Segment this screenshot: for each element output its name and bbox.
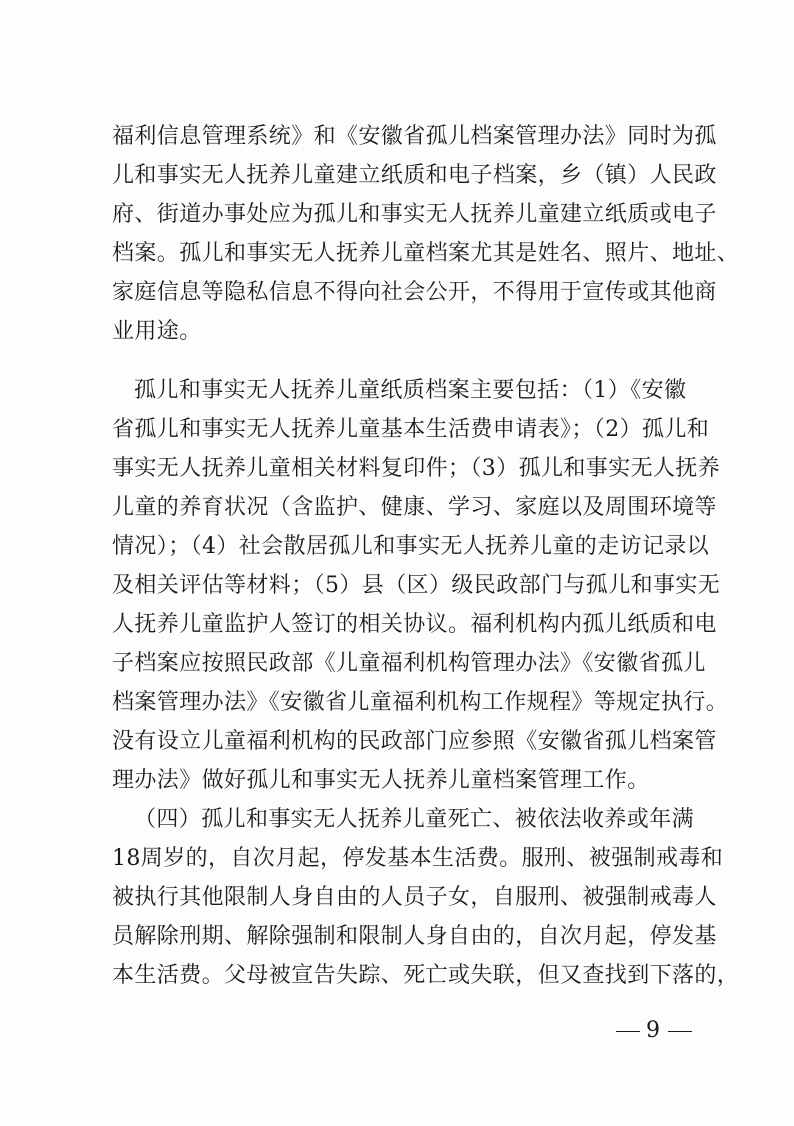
- text-line: 档案管理办法》《安徽省儿童福利机构工作规程》等规定执行。: [112, 690, 729, 715]
- text-line: 及相关评估等材料；（5）县（区）级民政部门与孤儿和事实无: [112, 573, 721, 598]
- body-text: [112, 117, 740, 995]
- text-line: 员解除刑期、解除强制和限制人身自由的，自次月起，停发基: [112, 924, 717, 949]
- text-line: 儿童的养育状况（含监护、健康、学习、家庭以及周围环境等: [112, 495, 717, 520]
- dash-right: [668, 1031, 692, 1032]
- dash-left: [616, 1031, 640, 1032]
- text-line: 福利信息管理系统》和《安徽省孤儿档案管理办法》同时为孤: [112, 124, 717, 149]
- text-line: 没有设立儿童福利机构的民政部门应参照《安徽省孤儿档案管: [112, 729, 717, 754]
- paragraph-1: [112, 117, 740, 351]
- text-line: 业用途。: [112, 319, 202, 344]
- text-line: 人抚养儿童监护人签订的相关协议。福利机构内孤儿纸质和电: [112, 612, 717, 637]
- text-line: 事实无人抚养儿童相关材料复印件；（3）孤儿和事实无人抚养: [112, 456, 721, 481]
- text-line: 子档案应按照民政部《儿童福利机构管理办法》《安徽省孤儿: [112, 651, 706, 676]
- text-line: 孤儿和事实无人抚养儿童纸质档案主要包括：（1）《安徽: [134, 378, 687, 403]
- text-line: 情况）；（4）社会散居孤儿和事实无人抚养儿童的走访记录以: [112, 534, 710, 559]
- text-line: 家庭信息等隐私信息不得向社会公开，不得用于宣传或其他商: [112, 280, 717, 305]
- paragraph-2: [112, 371, 729, 800]
- page-number: [610, 1018, 698, 1043]
- text-line: 档案。孤儿和事实无人抚养儿童档案尤其是姓名、照片、地址、: [112, 241, 740, 266]
- text-line: 府、街道办事处应为孤儿和事实无人抚养儿童建立纸质或电子: [112, 202, 717, 227]
- text-line: 本生活费。父母被宣告失踪、死亡或失联，但又查找到下落的，: [112, 963, 740, 988]
- text-line: 省孤儿和事实无人抚养儿童基本生活费申请表》；（2）孤儿和: [112, 417, 710, 442]
- text-line: （四）孤儿和事实无人抚养儿童死亡、被依法收养或年满: [134, 807, 695, 832]
- text-line: 儿和事实无人抚养儿童建立纸质和电子档案，乡（镇）人民政: [112, 163, 717, 188]
- paragraph-3: [112, 800, 740, 995]
- text-line: 理办法》做好孤儿和事实无人抚养儿童档案管理工作。: [112, 768, 650, 793]
- page-number-value: 9: [646, 1018, 662, 1043]
- text-line: 18周岁的，自次月起，停发基本生活费。服刑、被强制戒毒和: [112, 846, 724, 871]
- text-line: 被执行其他限制人身自由的人员子女，自服刑、被强制戒毒人: [112, 885, 717, 910]
